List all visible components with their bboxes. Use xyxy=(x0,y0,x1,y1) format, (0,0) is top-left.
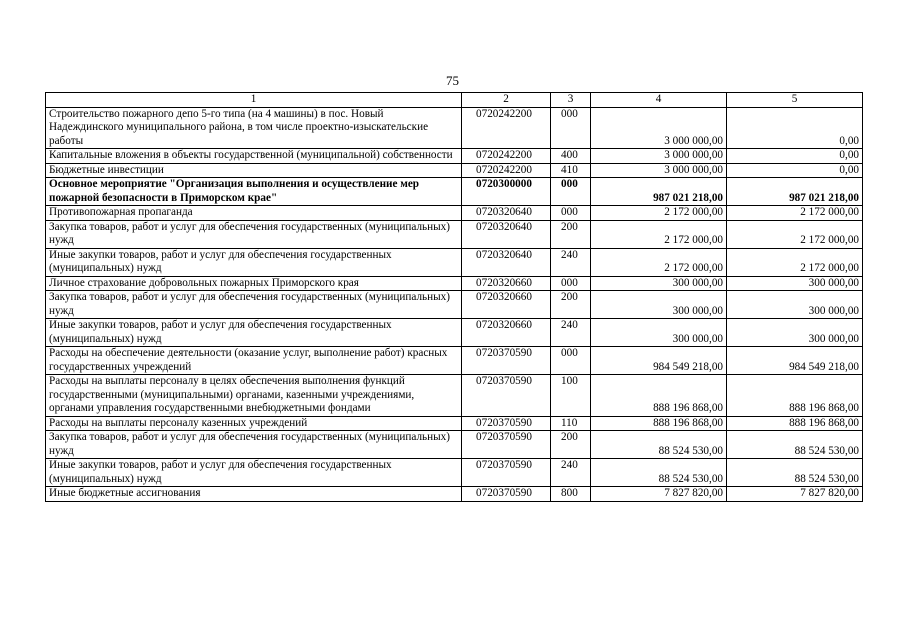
header-col-5: 5 xyxy=(727,93,863,108)
row-name: Закупка товаров, работ и услуг для обеспечения государственных (муниципальных) нужд xyxy=(46,431,462,459)
row-name: Личное страхование добровольных пожарных Приморского края xyxy=(46,276,462,291)
row-sum-col4: 888 196 868,00 xyxy=(591,375,727,417)
row-sum-col5: 888 196 868,00 xyxy=(727,416,863,431)
row-sum-col5: 2 172 000,00 xyxy=(727,220,863,248)
row-name: Капитальные вложения в объекты государственной (муниципальной) собственности xyxy=(46,149,462,164)
table-row xyxy=(46,459,863,487)
row-expense-type: 200 xyxy=(551,291,591,319)
row-code: 0720242200 xyxy=(462,149,551,164)
table-row xyxy=(46,375,863,417)
table-row xyxy=(46,220,863,248)
header-col-3: 3 xyxy=(551,93,591,108)
row-sum-col4: 2 172 000,00 xyxy=(591,206,727,221)
row-expense-type: 000 xyxy=(551,206,591,221)
row-sum-col4: 88 524 530,00 xyxy=(591,459,727,487)
row-expense-type: 200 xyxy=(551,431,591,459)
row-code: 0720320660 xyxy=(462,276,551,291)
row-name: Иные закупки товаров, работ и услуг для обеспечения государственных (муниципальных) нужд xyxy=(46,319,462,347)
row-name: Строительство пожарного депо 5-го типа (на 4 машины) в пос. Новый Надеждинского муниципального района, в том числе проектно-изыскательские работы xyxy=(46,107,462,149)
row-code: 0720300000 xyxy=(462,178,551,206)
header-col-1: 1 xyxy=(46,93,462,108)
row-name: Бюджетные инвестиции xyxy=(46,163,462,178)
row-sum-col5: 7 827 820,00 xyxy=(727,487,863,502)
row-code: 0720370590 xyxy=(462,487,551,502)
table-row xyxy=(46,431,863,459)
row-expense-type: 000 xyxy=(551,276,591,291)
row-sum-col4: 987 021 218,00 xyxy=(591,178,727,206)
header-col-4: 4 xyxy=(591,93,727,108)
row-sum-col4: 888 196 868,00 xyxy=(591,416,727,431)
table-row xyxy=(46,319,863,347)
header-col-2: 2 xyxy=(462,93,551,108)
row-sum-col4: 984 549 218,00 xyxy=(591,347,727,375)
row-sum-col5: 2 172 000,00 xyxy=(727,248,863,276)
row-name: Основное мероприятие "Организация выполнения и осуществление мер пожарной безопасности в Приморском крае" xyxy=(46,178,462,206)
table-body xyxy=(46,107,863,501)
table-row xyxy=(46,291,863,319)
row-sum-col4: 2 172 000,00 xyxy=(591,220,727,248)
row-sum-col4: 3 000 000,00 xyxy=(591,163,727,178)
row-sum-col4: 300 000,00 xyxy=(591,319,727,347)
row-expense-type: 200 xyxy=(551,220,591,248)
row-sum-col5: 300 000,00 xyxy=(727,319,863,347)
row-code: 0720370590 xyxy=(462,431,551,459)
row-sum-col5: 0,00 xyxy=(727,107,863,149)
row-sum-col4: 3 000 000,00 xyxy=(591,149,727,164)
row-code: 0720320640 xyxy=(462,206,551,221)
row-code: 0720242200 xyxy=(462,107,551,149)
row-sum-col5: 0,00 xyxy=(727,149,863,164)
table-row xyxy=(46,163,863,178)
row-expense-type: 000 xyxy=(551,178,591,206)
header-row xyxy=(46,93,863,108)
row-expense-type: 000 xyxy=(551,347,591,375)
table-row xyxy=(46,107,863,149)
table-row xyxy=(46,347,863,375)
row-sum-col5: 88 524 530,00 xyxy=(727,459,863,487)
row-sum-col5: 0,00 xyxy=(727,163,863,178)
row-sum-col5: 300 000,00 xyxy=(727,291,863,319)
row-sum-col4: 7 827 820,00 xyxy=(591,487,727,502)
page-number: 75 xyxy=(446,73,459,88)
row-expense-type: 800 xyxy=(551,487,591,502)
row-code: 0720242200 xyxy=(462,163,551,178)
row-expense-type: 100 xyxy=(551,375,591,417)
row-code: 0720370590 xyxy=(462,375,551,417)
row-expense-type: 000 xyxy=(551,107,591,149)
row-name: Расходы на выплаты персоналу казенных учреждений xyxy=(46,416,462,431)
table-row xyxy=(46,416,863,431)
row-name: Иные бюджетные ассигнования xyxy=(46,487,462,502)
row-expense-type: 240 xyxy=(551,248,591,276)
row-sum-col4: 2 172 000,00 xyxy=(591,248,727,276)
row-sum-col5: 984 549 218,00 xyxy=(727,347,863,375)
row-code: 0720320640 xyxy=(462,248,551,276)
row-code: 0720370590 xyxy=(462,347,551,375)
row-sum-col4: 300 000,00 xyxy=(591,276,727,291)
row-sum-col4: 88 524 530,00 xyxy=(591,431,727,459)
row-sum-col5: 300 000,00 xyxy=(727,276,863,291)
table-row xyxy=(46,178,863,206)
table-row xyxy=(46,248,863,276)
table-row xyxy=(46,276,863,291)
row-expense-type: 410 xyxy=(551,163,591,178)
row-expense-type: 240 xyxy=(551,319,591,347)
table-row xyxy=(46,487,863,502)
row-sum-col5: 987 021 218,00 xyxy=(727,178,863,206)
row-sum-col4: 3 000 000,00 xyxy=(591,107,727,149)
row-code: 0720320660 xyxy=(462,319,551,347)
row-name: Иные закупки товаров, работ и услуг для обеспечения государственных (муниципальных) нужд xyxy=(46,248,462,276)
row-expense-type: 110 xyxy=(551,416,591,431)
row-code: 0720320660 xyxy=(462,291,551,319)
row-sum-col5: 88 524 530,00 xyxy=(727,431,863,459)
budget-table xyxy=(45,92,863,502)
row-name: Иные закупки товаров, работ и услуг для обеспечения государственных (муниципальных) нужд xyxy=(46,459,462,487)
row-code: 0720370590 xyxy=(462,459,551,487)
row-sum-col5: 888 196 868,00 xyxy=(727,375,863,417)
row-code: 0720370590 xyxy=(462,416,551,431)
row-sum-col5: 2 172 000,00 xyxy=(727,206,863,221)
table-row xyxy=(46,206,863,221)
row-expense-type: 400 xyxy=(551,149,591,164)
table-row xyxy=(46,149,863,164)
row-expense-type: 240 xyxy=(551,459,591,487)
row-name: Расходы на обеспечение деятельности (оказание услуг, выполнение работ) красных государственных учреждений xyxy=(46,347,462,375)
row-name: Закупка товаров, работ и услуг для обеспечения государственных (муниципальных) нужд xyxy=(46,291,462,319)
row-name: Закупка товаров, работ и услуг для обеспечения государственных (муниципальных) нужд xyxy=(46,220,462,248)
row-code: 0720320640 xyxy=(462,220,551,248)
row-name: Расходы на выплаты персоналу в целях обеспечения выполнения функций государственными (муниципальными) органами, казенными учреждениями, органами управления государственными внебюджетными фондами xyxy=(46,375,462,417)
row-sum-col4: 300 000,00 xyxy=(591,291,727,319)
row-name: Противопожарная пропаганда xyxy=(46,206,462,221)
